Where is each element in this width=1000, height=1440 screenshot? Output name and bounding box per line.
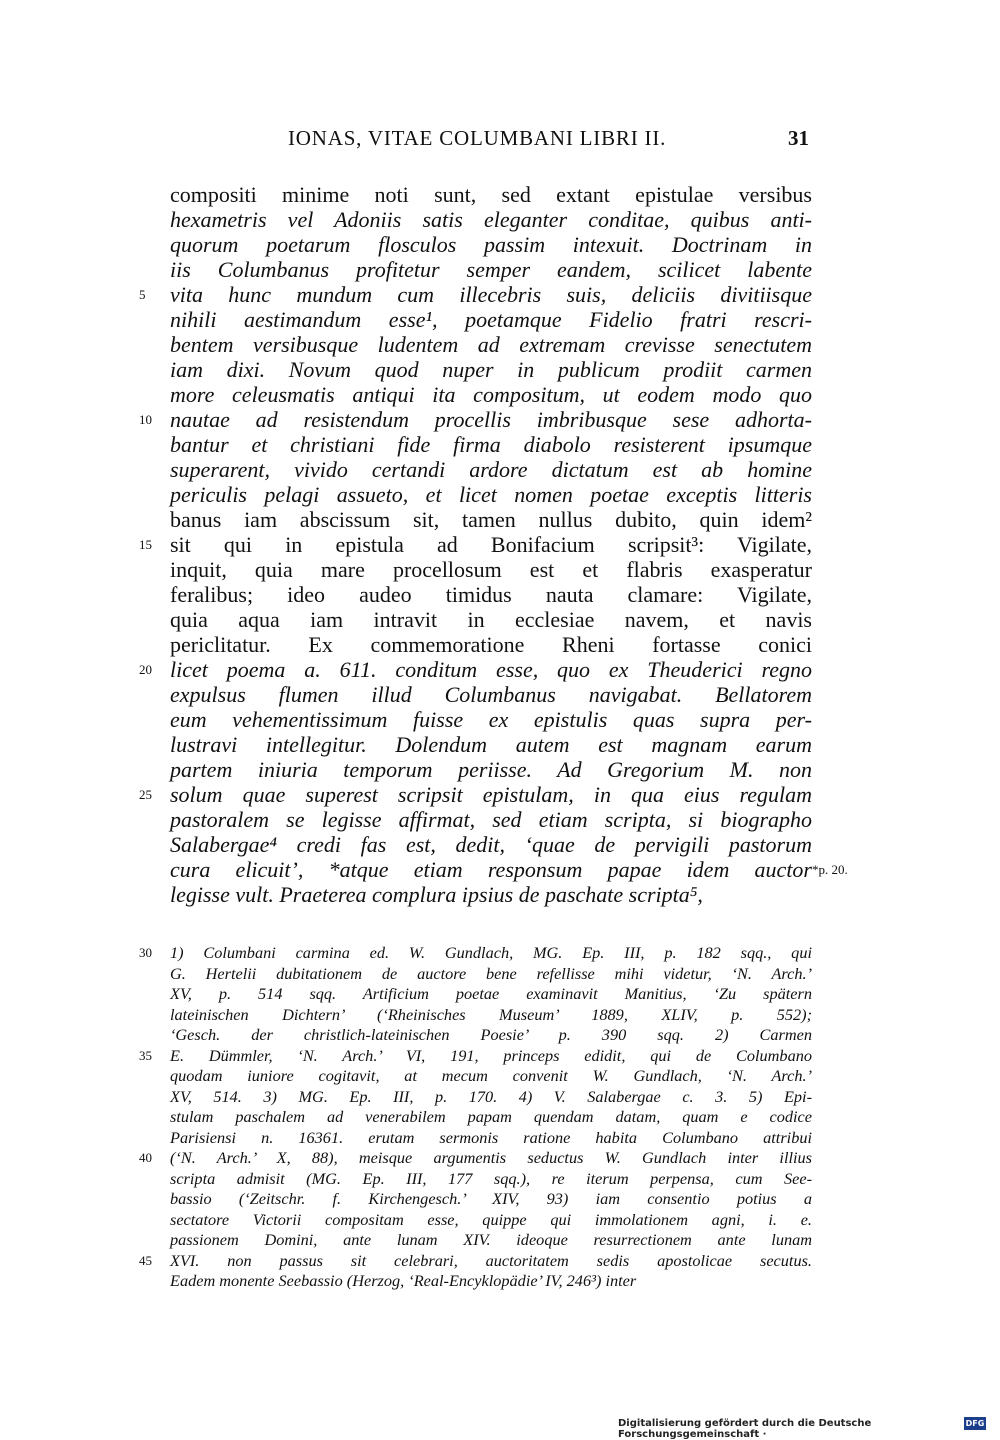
body-line: quia aqua iam intravit in ecclesiae navem, et navis (170, 607, 812, 632)
footnote-line: sectatore Victorii compositam esse, quippe qui immolationem agni, i. e. (170, 1209, 812, 1229)
body-line: bentem versibusque ludentem ad extremam crevisse senectutem (170, 332, 812, 357)
body-line: Salabergae⁴ credi fas est, dedit, ‘quae de pervigili pastorum (170, 832, 812, 857)
line-number: 10 (139, 412, 152, 427)
line-number: 40 (139, 1150, 152, 1165)
body-line: legisse vult. Praeterea complura ipsius de paschate scripta⁵, (170, 882, 703, 907)
footnote-line: (‘N. Arch.’ X, 88), meisque argumentis seductus W. Gundlach inter illius (170, 1148, 812, 1167)
body-line: hexametris vel Adoniis satis eleganter conditae, quibus anti- (170, 207, 812, 232)
line-number: 25 (139, 787, 152, 802)
body-line: nihili aestimandum esse¹, poetamque Fidelio fratri rescri- (170, 307, 812, 332)
footnote-line: Parisiensi n. 16361. erutam sermonis ratione habita Columbano attribui (170, 1127, 812, 1147)
body-line: iam dixi. Novum quod nuper in publicum prodiit carmen (170, 357, 812, 382)
running-title: IONAS, VITAE COLUMBANI LIBRI II. (288, 126, 667, 150)
page-reference-note: *p. 20. (812, 862, 848, 877)
body-line: banus iam abscissum sit, tamen nullus dubito, quin idem² (170, 507, 812, 532)
body-line: bantur et christiani fide firma diabolo resisterent ipsumque (170, 432, 812, 457)
footnote-line: XV, p. 514 sqq. Artificium poetae examinavit Manitius, ‘Zu spätern (170, 984, 812, 1003)
digitization-credit: Digitalisierung gefördert durch die Deutsche Forschungsgemeinschaft · (618, 1418, 872, 1440)
footnote-line: stulam paschalem ad venerabilem papam quendam datam, quam e codice (170, 1107, 812, 1126)
body-line: superarent, vivido certandi ardore dictatum est ab homine (170, 457, 812, 482)
body-line: expulsus flumen illud Columbanus navigabat. Bellatorem (170, 682, 812, 707)
footnote-line: scripta admisit (MG. Ep. III, 177 sqq.), re iterum perpensa, cum See- (170, 1168, 812, 1188)
body-line: nautae ad resistendum procellis imbribusque sese adhorta- (170, 407, 812, 432)
body-line: vita hunc mundum cum illecebris suis, deliciis divitiisque (170, 282, 812, 307)
footnote-line: XVI. non passus sit celebrari, auctoritatem sedis apostolicae secutus. (170, 1250, 812, 1270)
footnote-line: XV, 514. 3) MG. Ep. III, p. 170. 4) V. Salabergae c. 3. 5) Epi- (170, 1086, 812, 1106)
body-line: sit qui in epistula ad Bonifacium scripsit³: Vigilate, (170, 532, 812, 557)
footnote-line: bassio (‘Zeitschr. f. Kirchengesch.’ XIV, 93) iam consentio potius a (170, 1189, 812, 1208)
body-line: pastoralem se legisse affirmat, sed etiam scripta, si biographo (170, 807, 812, 832)
body-line: compositi minime noti sunt, sed extant epistulae versibus (170, 182, 812, 207)
running-header (0, 126, 1000, 158)
footnote-line: lateinischen Dichtern’ (‘Rheinisches Museum’ 1889, XLIV, p. 552); (170, 1004, 812, 1024)
footnote-line: quodam iuniore cogitavit, at mecum convenit W. Gundlach, ‘N. Arch.’ (170, 1066, 812, 1085)
page-number: 31 (788, 126, 809, 150)
body-line: more celeusmatis antiqui ita compositum, ut eodem modo quo (170, 382, 812, 407)
footnote-line: 1) Columbani carmina ed. W. Gundlach, MG. Ep. III, p. 182 sqq., qui (170, 943, 812, 962)
body-line: inquit, quia mare procellosum est et flabris exasperatur (170, 557, 812, 582)
footnote-line: G. Hertelii dubitationem de auctore bene refellisse mihi videtur, ‘N. Arch.’ (170, 963, 812, 983)
body-line: cura elicuit’, *atque etiam responsum papae idem auctor (170, 857, 812, 882)
footnote-line: E. Dümmler, ‘N. Arch.’ VI, 191, princeps edidit, qui de Columbano (170, 1045, 812, 1065)
body-line: partem iniuria temporum periisse. Ad Gregorium M. non (170, 757, 812, 782)
footnote-line: passionem Domini, ante lunam XIV. ideoque resurrectionem ante lunam (170, 1230, 812, 1249)
body-line: periclitatur. Ex commemoratione Rheni fortasse conici (170, 632, 812, 657)
body-line: lustravi intellegitur. Dolendum autem est magnam earum (170, 732, 812, 757)
line-number: 5 (139, 287, 146, 302)
body-line: iis Columbanus profitetur semper eandem, scilicet labente (170, 257, 812, 282)
footnote-line: ‘Gesch. der christlich-lateinischen Poesie’ p. 390 sqq. 2) Carmen (170, 1025, 812, 1044)
body-line: eum vehementissimum fuisse ex epistulis quas supra per- (170, 707, 812, 732)
body-line: licet poema a. 611. conditum esse, quo ex Theuderici regno (170, 657, 812, 682)
footnote-line: Eadem monente Seebassio (Herzog, ‘Real-Encyklopädie’ IV, 246³) inter (170, 1271, 637, 1290)
line-number: 35 (139, 1047, 152, 1063)
body-line: feralibus; ideo audeo timidus nauta clamare: Vigilate, (170, 582, 812, 607)
line-number: 15 (139, 537, 152, 552)
body-line: quorum poetarum flosculos passim intexuit. Doctrinam in (170, 232, 812, 257)
body-line: periculis pelagi assueto, et licet nomen poetae exceptis litteris (170, 482, 812, 507)
line-number: 30 (139, 945, 152, 960)
body-line: solum quae superest scripsit epistulam, in qua eius regulam (170, 782, 812, 807)
dfg-logo: DFG (965, 1419, 985, 1428)
line-number: 45 (139, 1252, 152, 1268)
line-number: 20 (139, 662, 152, 677)
